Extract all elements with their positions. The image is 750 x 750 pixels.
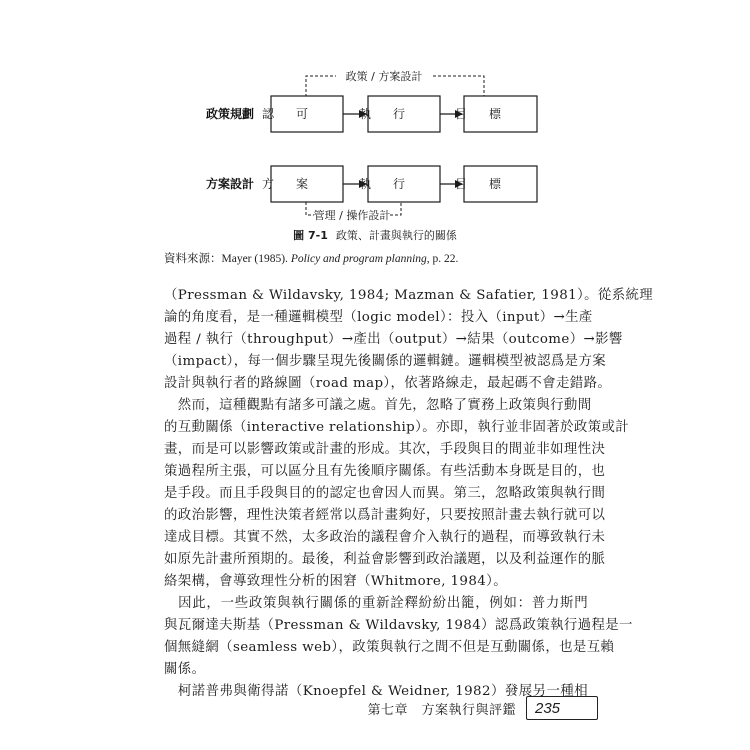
bottom-row-label: 方案設計 [205, 177, 255, 191]
figure-number: 圖 7-1 [293, 229, 328, 242]
paragraph-line: 的政治影響，理性決策者經常以爲計畫夠好，只要按照計畫去執行就可以 [164, 508, 606, 523]
paragraph-line: 的互動關係（interactive relationship）。亦即，執行並非固著於政策或計 [164, 420, 630, 435]
source-suffix: , p. 22. [426, 253, 459, 265]
paragraph-line: 關係。 [164, 662, 206, 677]
top-node-approval: 認可 [261, 107, 331, 121]
paragraph-line: 然而，這種觀點有諸多可議之處。首先，忽略了實務上政策與行動間 [164, 398, 592, 413]
paragraph-line: 柯諾普弗與衛得諾（Knoepfel & Weidner, 1982）發展另一種相 [164, 684, 588, 699]
paragraph-line: 策過程所主張，可以區分且有先後順序關係。有些活動本身既是目的，也 [164, 464, 606, 479]
policy-figure [0, 0, 750, 260]
paragraph-line: （Pressman & Wildavsky, 1984; Mazman & Safatier, 1981）。從系統理 [164, 288, 654, 303]
bottom-node-goal: 目標 [454, 177, 524, 191]
paragraph-line: 達成目標。其實不然，太多政治的議程會介入執行的過程，而導致執行未 [164, 530, 606, 545]
paragraph-line: 與瓦爾達夫斯基（Pressman & Wildavsky, 1984）認爲政策執行過程是一 [164, 618, 633, 633]
paragraph-line: 因此，一些政策與執行關係的重新詮釋紛紛出籠，例如：普力斯門 [164, 596, 588, 611]
figure-caption-text: 政策、計畫與執行的關係 [335, 229, 457, 242]
paragraph-line: 設計與執行者的路線圖（road map），依著路線走，最起碼不會走錯路。 [164, 376, 612, 391]
paragraph-line: 是手段。而且手段與目的的認定也會因人而異。第三，忽略政策與執行間 [164, 486, 606, 501]
paragraph-line: 如原先計畫所預期的。最後，利益會影響到政治議題，以及利益運作的脈 [164, 552, 606, 567]
paragraph-2 [164, 395, 630, 593]
bottom-bracket-label: 管理 / 操作設計 [313, 209, 391, 222]
page-number-box [526, 696, 598, 720]
page-footer [367, 695, 598, 721]
top-row-label: 政策規劃 [205, 107, 255, 121]
top-node-execute: 執行 [358, 107, 428, 121]
body-text [164, 285, 654, 703]
paragraph-3 [164, 593, 633, 681]
paragraph-line: 畫，而是可以影響政策或計畫的形成。其次，手段與目的間並非如理性決 [164, 442, 606, 457]
source-citation [164, 250, 458, 266]
source-title: Policy and program planning [290, 253, 427, 265]
paragraph-line: 個無縫網（seamless web），政策與執行之間不但是互動關係，也是互賴 [164, 640, 615, 655]
paragraph-line: 論的角度看，是一種邏輯模型（logic model）：投入（input）→生產 [164, 310, 593, 325]
paragraph-line: 絡架構，會導致理性分析的困窘（Whitmore, 1984）。 [164, 574, 508, 589]
paragraph-1 [164, 285, 654, 395]
top-bracket-label: 政策 / 方案設計 [345, 70, 423, 83]
bottom-node-execute: 執行 [358, 177, 428, 191]
page-number: 235 [535, 699, 561, 717]
chapter-title: 第七章 方案執行與評鑑 [367, 702, 516, 718]
source-prefix: 資料來源：Mayer (1985). [164, 253, 291, 265]
paragraph-line: （impact），每一個步驟呈現先後關係的邏輯鏈。邏輯模型被認爲是方案 [164, 354, 607, 369]
paragraph-line: 過程 / 執行（throughput）→產出（output）→結果（outcome）→影響 [164, 332, 623, 347]
top-node-goal: 目標 [454, 107, 524, 121]
bottom-node-program: 方案 [261, 177, 331, 191]
figure-caption [0, 227, 750, 243]
